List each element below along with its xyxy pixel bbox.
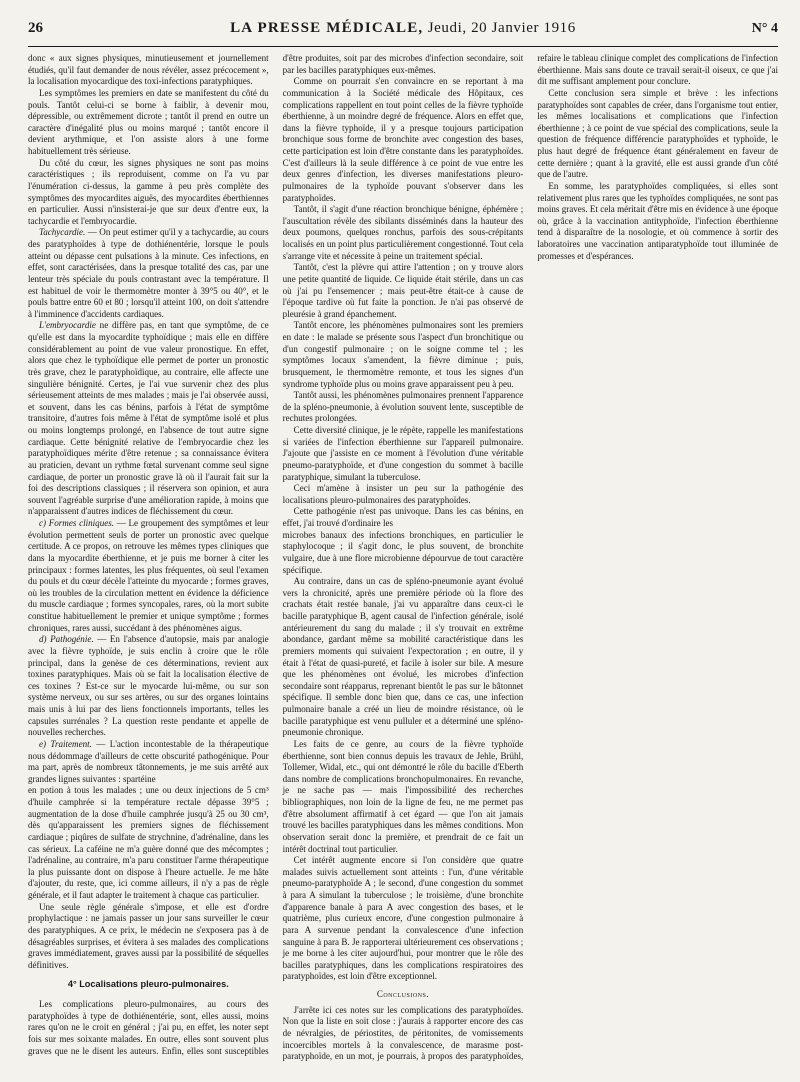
paragraph [537, 181, 778, 262]
paragraph-lead: Tachycardie. [39, 227, 86, 238]
paragraph-text: donc « aux signes physiques, minutieusement et journellement étudiés, qu'il faut demander de nous révéler, assez précocement », la localisation myocardique des toxi-infections paratyphiques. [28, 53, 269, 87]
page-number: 26 [28, 20, 43, 36]
paragraph-text: Une seule règle générale s'impose, et elle est d'ordre prophylactique : ne jamais passer un jour sans surveiller le cœur des paratyphiques. A ce prix, le médecin ne s'exposera pas à de désagréables surprises, et évitera à ses malades des complications graves immédiatement, graves aussi par la possibilité de séquelles définitives. [28, 901, 269, 970]
running-header [28, 20, 778, 47]
paragraph-lead: c) Formes cliniques. [39, 518, 115, 528]
paragraph-text: en potion à tous les malades ; une ou deux injections de 5 cm³ d'huile camphrée si la température rectale dépasse 39°5 ; augmentation de la dose d'huile camphrée jusqu'à 25 ou 30 cm³, dès qu'apparaissent les premiers signes de fléchissement cardiaque ; piqûres de sulfate de strychnine, d'adrénaline, dans les cas sérieux. La caféine ne m'a guère donné que des mécomptes ; l'adrénaline, au contraire, m'a paru constituer l'arme thérapeutique la plus puissante dont on dispose à l'heure actuelle. Je me hâte d'ajouter, du reste, que, ici comme ailleurs, il n'y a pas de règle générale, et il faut adapter le traitement à chaque cas particulier. [28, 785, 269, 900]
paragraph-text: Au contraire, dans un cas de spléno-pneumonie ayant évolué vers la chronicité, après une première période où la flore des crachats était restée banale, j'ai vu apparaître dans ceux-ci le bacille paratyphique B, agent causal de l'infection générale, isolé antérieurement du sang du malade ; il s'y trouvait en extrême abondance, gardant même sa mobilité caractéristique dans les premiers moments qui suivaient l'expectoration ; en outre, il y était à l'état de quasi-pureté, et facile à isoler sur bile. A mesure que les phénomènes ont évolué, les microbes d'infection secondaire sont réapparus, reprenant bientôt le pas sur le bâtonnet spécifique. Il semble donc bien que, dans ce cas, une infection pulmonaire banale a créé un lieu de moindre résistance, où le bacille paratyphique est venu pulluler et a déterminé une spléno-pneumonie chronique. [282, 576, 524, 738]
paragraph [283, 320, 524, 390]
paragraph-text: Cette pathogénie n'est pas univoque. Dans les cas bénins, en effet, j'ai trouvé d'ordinaire les [282, 506, 524, 528]
paragraph-lead: d) Pathogénie. [39, 634, 94, 645]
paragraph-text: microbes banaux des infections bronchiques, en particulier le staphylocoque ; il s'agit donc, le plus souvent, de bronchite vulgaire, due à une flore microbienne dépourvue de tout caractère spécifique. [282, 529, 524, 575]
conclusions-heading: Conclusions. [376, 989, 430, 999]
paragraph [28, 902, 269, 972]
paragraph [28, 53, 269, 88]
journal-name: LA PRESSE MÉDICALE, [230, 20, 424, 36]
header-title [78, 20, 728, 37]
paragraph [283, 483, 524, 506]
paragraph [283, 739, 524, 855]
paragraph-text: — En l'absence d'autopsie, mais par analogie avec la fièvre typhoïde, je suis enclin à croire que le rôle principal, dans la genèse de ces déterminations, revient aux toxines paratyphiques. Mais où se fait la localisation élective de ces toxines ? Est-ce sur le myocarde lui-même, ou sur son système nerveux, ou sur ses artères, ou sur des organes lointains mais unis à lui par des liens fonctionnels importants, telles les capsules surrénales ? La question reste pendante et appelle de nouvelles recherches. [28, 634, 269, 738]
paragraph-text: Tantôt, c'est la plèvre qui attire l'attention ; on y trouve alors une petite quantité de liquide. Ce liquide était stérile, dans un cas où j'ai pu l'ensemencer ; mais peut-être était-ce à cause de l'époque tardive où fut faite la ponction. Je n'ai pas observé de pleurésie à grand épanchement. [282, 262, 524, 319]
paragraph [283, 262, 524, 320]
paragraph-text: J'arrête ici ces notes sur les complications des paratyphoïdes. Non que la liste en soit close : j'aurais à rapporter encore des cas de névralgies, de périostites, de péritonites, de vomissements incoercibles mortels à la convalescence, de marasme post-paratyphoïde, en un mot, je pourrais, à propos des paratyphoïdes, refaire le tableau clinique complet des complications de l'infection éberthienne. Mais sans doute ce travail serait-il oiseux, ce que j'ai dit me suffisant amplement pour conclure. [282, 53, 778, 1062]
paragraph [537, 88, 778, 181]
paragraph [283, 204, 524, 262]
paragraph-text: Comme on pourrait s'en convaincre en se reportant à ma communication à la Société médicale des Hôpitaux, ces complications rappellent en tout point celles de la fièvre typhoïde éberthienne, à un moindre degré de fréquence. Alors en effet que, dans la fièvre typhoïde, il y a presque toujours participation bronchique sous forme de bronchite avec congestion des bases, cette participation est loin d'être constante dans les paratyphoïdes. C'est d'ailleurs là la seule différence à ce point de vue entre les deux genres d'infection, les diverses manifestations pleuro-pulmonaires de la typhoïde pouvant s'observer dans les paratyphoïdes. [282, 76, 524, 203]
paragraph [283, 506, 524, 529]
paragraph-text: — L'action incontestable de la thérapeutique nous dédommage d'ailleurs de cette obscurité pathogénique. Pour ma part, après de nombreux tâtonnements, je me suis arrêté aux grandes lignes suivantes : spartéine [28, 738, 269, 784]
paragraph-lead: e) Traitement. [39, 738, 92, 749]
paragraph [283, 576, 524, 739]
issue-number: N° 4 [751, 21, 778, 36]
paragraph-text: Les symptômes les premiers en date se manifestent du côté du pouls. Tantôt celui-ci se borne à faiblir, à devenir mou, dépressible, ou extrêmement dicrote ; tantôt il prend en outre un caractère d'inégalité plus ou moins marqué ; tantôt encore il devient arythmique, et l'on assiste alors à une forme habituellement très sérieuse. [28, 87, 269, 156]
paragraph [28, 320, 269, 518]
paragraph [28, 634, 269, 739]
paragraph-text: Les complications pleuro-pulmonaires, au cours des paratyphoïdes à type de dothiénentérie, sont, elles aussi, moins rares qu'on ne le croit en général ; j'ai pu, en effet, les noter sept fois sur mes soixante malades. En outre, elles sont souvent plus graves que ne le disent les auteurs. Enfin, elles sont susceptibles d'être produites, soit par des microbes d'infection secondaire, soit par les bacilles paratyphiques eux-mêmes. [28, 53, 524, 1056]
paragraph [283, 425, 524, 483]
paragraph-text: Les faits de ce genre, au cours de la fièvre typhoïde éberthienne, sont bien connus depuis les travaux de Jehle, Brühl, Tollemer, Widal, etc., qui ont démontré le rôle du bacille d'Eberth dans nombre de complications bronchopulmonaires. En revanche, je ne sache pas — mais l'impossibilité des recherches bibliographiques, non loin de la ligne de feu, ne me permet pas d'être absolument affirmatif à cet égard — que l'on ait jamais trouvé les bacilles paratyphiques dans les mêmes conditions. Mon observation serait donc la première, et prendrait de ce fait un intérêt doctrinal tout particulier. [282, 738, 524, 854]
paragraph [283, 855, 524, 983]
paragraph-text: — Le groupement des symptômes et leur évolution permettent seuls de porter un pronostic avec quelque certitude. A ce propos, on retrouve les mêmes types cliniques que dans la myocardite éberthienne, et je puis me borner à citer les principaux : formes latentes, les plus fréquentes, où seul l'examen du pouls et du cœur décèle l'atteinte du myocarde ; formes graves, où les troubles de la circulation mettent en évidence la déficience du muscle cardiaque ; formes syncopales, rares, où la mort subite constitue habituellement le premier et unique symptôme ; formes chroniques, rares aussi, succédant à des phénomènes aigus. [28, 518, 269, 633]
paragraph [28, 88, 269, 158]
paragraph-text: Cet intérêt augmente encore si l'on considère que quatre malades suivis actuellement sont atteints : l'un, d'une véritable pneumo-paratyphoïde A ; le second, d'une congestion du sommet à para A simulant la tuberculose ; le troisième, d'une bronchite d'apparence banale à para A avec congestion des bases, et le quatrième, plus curieux encore, d'une congestion pulmonaire à para A survenue pendant la convalescence d'une infection sanguine à para B. Je rapporterai ultérieurement ces observations ; je me borne à les citer aujourd'hui, pour montrer que le rôle des bacilles paratyphiques, dans les complications respiratoires des paratyphoïdes, est loin d'être exceptionnel. [282, 855, 524, 982]
paragraph [28, 227, 269, 320]
paragraph [28, 518, 269, 634]
paragraph [28, 785, 269, 901]
paragraph-text: — On peut estimer qu'il y a tachycardie, au cours des paratyphoïdes à type de dothiénentérie, lorsque le pouls atteint ou dépasse cent pulsations à la minute. Ces infections, en effet, sont caractérisées, dans la presque totalité des cas, par une lenteur très spéciale du pouls contrastant avec la température. Il est habituel de voir le thermomètre monter à 39°5 ou 40°, et le pouls battre entre 60 et 80 ; lorsqu'il atteint 100, on doit s'attendre à l'imminence d'accidents cardiaques. [28, 227, 269, 319]
paragraph-text: ne diffère pas, en tant que symptôme, de ce qu'elle est dans la myocardite typhoïdique ; mais elle en diffère considérablement au point de vue valeur pronostique. En effet, alors que chez le typhoïdique elle permet de porter un pronostic très grave, chez le paratyphoïdique, au contraire, elle affecte une singulière bénignité. Certes, je l'ai vue survenir chez des plus sérieusement atteints de mes malades ; mais je l'ai observée aussi, et souvent, dans les cas bénins, parfois à l'état de symptôme transitoire, d'autres fois même à l'état de symptôme isolé et plus ou moins longtemps prolongé, en l'absence de tout autre signe cardiaque. Cette bénignité relative de l'embryocardie chez les paratyphoïdiques mérite d'être retenue ; sa connaissance évitera au praticien, devant un rythme fœtal survenant comme seul signe cardiaque, de porter un pronostic grave là où il l'aurait fait sur la foi des descriptions classiques ; il réservera son opinion, et aura souvent l'agréable surprise d'une amélioration rapide, à moins que n'apparaissent d'autres indices de fléchissement du cœur. [28, 320, 269, 517]
section-heading: 4° Localisations pleuro-pulmonaires. [67, 979, 229, 990]
paragraph-text: Tantôt, il s'agit d'une réaction bronchique bénigne, éphémère ; l'auscultation révèle des sibilants disséminés dans la hauteur des deux poumons, quelques ronchus, parfois des sous-crépitants localisés en un point plus particulièrement congestionné. Tout cela s'arrange vite et nécessite à peine un traitement spécial. [282, 204, 524, 261]
paragraph-lead: L'embryocardie [39, 320, 96, 331]
paragraph-text: Tantôt aussi, les phénomènes pulmonaires prennent l'apparence de la spléno-pneumonie, à évolution souvent lente, susceptible de rechutes prolongées. [282, 390, 524, 424]
paragraph-text: En somme, les paratyphoïdes compliquées, si elles sont relativement plus rares que les typhoïdes compliquées, ne sont pas moins graves. Et cela méritait d'être mis en évidence à une époque où, grâce à la vaccination antityphoïde, l'infection éberthienne tend à disparaître de la nosologie, et où commence à sortir des laboratoires une vaccination antiparatyphoïde tout illuminée de promesses et d'espérances. [537, 180, 778, 261]
paragraph-text: Cette diversité clinique, je le répète, rappelle les manifestations si variées de l'infection éberthienne sur l'appareil pulmonaire. J'ajoute que j'assiste en ce moment à l'évolution d'une véritable pneumo-paratyphoïde, et d'une congestion du sommet à bacille paratyphique, simulant la tuberculose. [282, 425, 524, 482]
paragraph [28, 739, 269, 786]
paragraph [283, 530, 524, 577]
paragraph-text: Ceci m'amène à insister un peu sur la pathogénie des localisations pleuro-pulmonaires des paratyphoïdes. [282, 483, 524, 505]
paragraph-text: Cette conclusion sera simple et brève : les infections paratyphoïdes sont capables de créer, dans l'organisme tout entier, les mêmes localisations et complications que l'infection éberthienne ; à ce point de vue spécial des complications, seule la question de fréquence différencie paratyphoïdes et typhoïde, le plus haut degré de fréquence étant généralement en faveur de cette dernière ; quant à la gravité, elle est aussi grande d'un côté que de l'autre. [537, 87, 778, 180]
paragraph-text: Tantôt encore, les phénomènes pulmonaires sont les premiers en date : le malade se présente sous l'aspect d'un bronchitique ou d'un congestif pulmonaire ; on le soigne comme tel ; les symptômes locaux s'amendent, la fièvre diminue ; puis, brusquement, le thermomètre remonte, et tous les signes d'un syndrome typhoïde plus ou moins grave apparaissent peu à peu. [282, 320, 524, 389]
paragraph [28, 158, 269, 228]
paragraph [283, 390, 524, 425]
paragraph [283, 76, 524, 204]
issue-date: Jeudi, 20 Janvier 1916 [423, 20, 576, 36]
paragraph-text: Du côté du cœur, les signes physiques ne sont pas moins caractéristiques ; ils reproduisent, comme on l'a vu par l'énumération ci-dessus, la gamme à peu près complète des symptômes des myocardites aiguës, des myocardites éberthiennes en particulier. Aussi n'insisterai-je que sur deux d'entre eux, la tachycardie et l'embryocardie. [28, 157, 269, 226]
article-body [28, 53, 778, 1073]
